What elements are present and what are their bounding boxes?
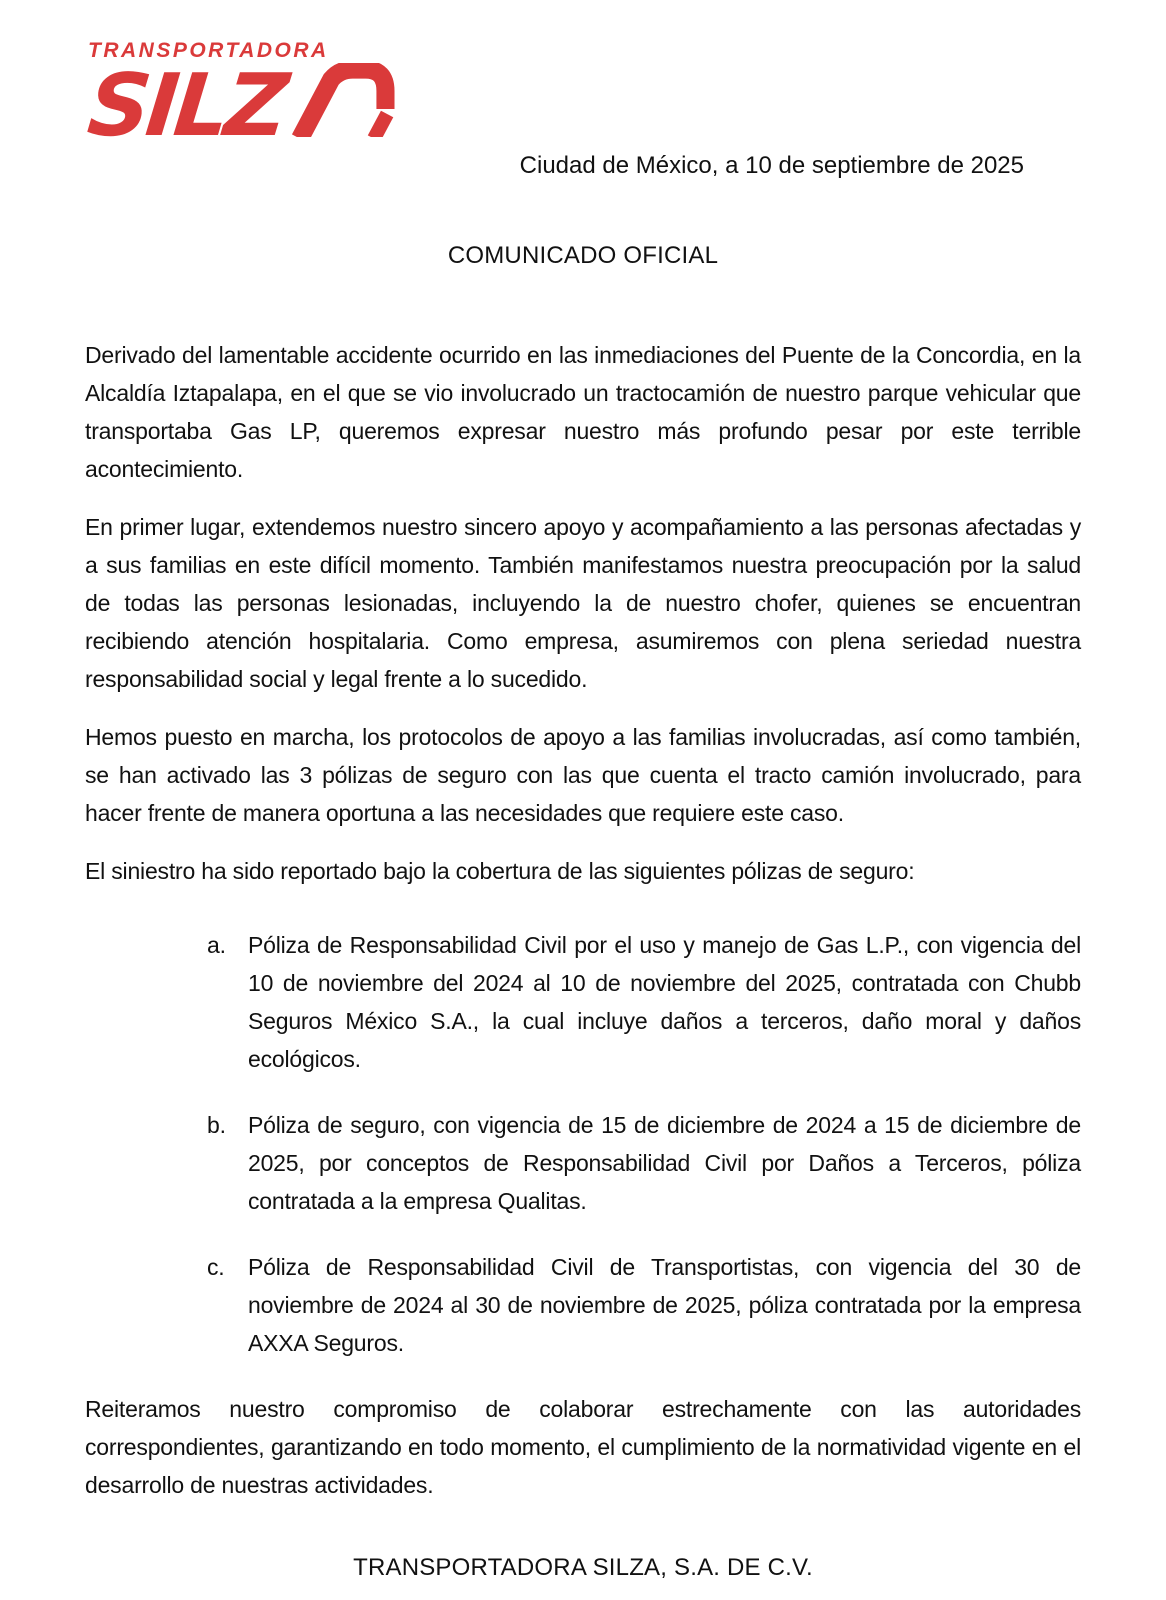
- list-item-policy-a: [85, 926, 1081, 1078]
- list-marker-b: b.: [207, 1112, 226, 1138]
- paragraph-accident-intro: Derivado del lamentable accidente ocurrido en las inmediaciones del Puente de la Concordia, en la Alcaldía Iztapalapa, en el que se vio involucrado un tractocamión de nuestro parque vehicular que transportaba Gas LP, queremos expresar nuestro más profundo pesar por este terrible acontecimiento.: [85, 342, 1081, 482]
- policy-a-text: Póliza de Responsabilidad Civil por el uso y manejo de Gas L.P., con vigencia del 10 de noviembre del 2024 al 10 de noviembre del 2025, contratada con Chubb Seguros México S.A., la cual incluye daños a terceros, daño moral y daños ecológicos.: [248, 932, 1081, 1072]
- logo-silz-letters: SILZ: [83, 56, 290, 157]
- logo-transportadora-text: TRANSPORTADORA: [88, 39, 329, 62]
- list-item-policy-c: [85, 1248, 1081, 1362]
- company-logo: [83, 39, 485, 157]
- paragraph-support-statement: En primer lugar, extendemos nuestro sincero apoyo y acompañamiento a las personas afectadas y a sus familias en este difícil momento. También manifestamos nuestra preocupación por la salud de todas las personas lesionadas, incluyendo la de nuestro chofer, quienes se encuentran recibiendo atención hospitalaria. Como empresa, asumiremos con plena seriedad nuestra responsabilidad social y legal frente a lo sucedido.: [85, 514, 1081, 692]
- policy-list: [85, 926, 1081, 1362]
- letter-body: [85, 336, 1081, 1504]
- logo-silza-wordmark: [83, 56, 485, 157]
- paragraph-protocols: Hemos puesto en marcha, los protocolos de apoyo a las familias involucradas, así como también, se han activado las 3 pólizas de seguro con las que cuenta el tracto camión involucrado, para hacer frente de manera oportuna a las necesidades que requiere este caso.: [85, 724, 1081, 826]
- document-title: COMUNICADO OFICIAL: [447, 242, 719, 269]
- logo-stylized-a-icon: [286, 63, 406, 141]
- signature-company-name: TRANSPORTADORA SILZA, S.A. DE C.V.: [353, 1554, 813, 1581]
- policy-b-text: Póliza de seguro, con vigencia de 15 de diciembre de 2024 a 15 de diciembre de 2025, por conceptos de Responsabilidad Civil por Daños a Terceros, póliza contratada a la empresa Qualitas.: [248, 1112, 1081, 1214]
- list-item-policy-b: [85, 1106, 1081, 1220]
- list-marker-a: a.: [207, 932, 226, 958]
- date-line: Ciudad de México, a 10 de septiembre de 2025: [519, 152, 1024, 179]
- paragraph-policies-intro: El siniestro ha sido reportado bajo la cobertura de las siguientes pólizas de seguro:: [85, 858, 915, 884]
- paragraph-closing: Reiteramos nuestro compromiso de colaborar estrechamente con las autoridades correspondientes, garantizando en todo momento, el cumplimiento de la normatividad vigente en el desarrollo de nuestras actividades.: [85, 1396, 1081, 1498]
- list-marker-c: c.: [207, 1254, 225, 1280]
- policy-c-text: Póliza de Responsabilidad Civil de Transportistas, con vigencia del 30 de noviembre de 2024 al 30 de noviembre de 2025, póliza contratada por la empresa AXXA Seguros.: [248, 1254, 1081, 1356]
